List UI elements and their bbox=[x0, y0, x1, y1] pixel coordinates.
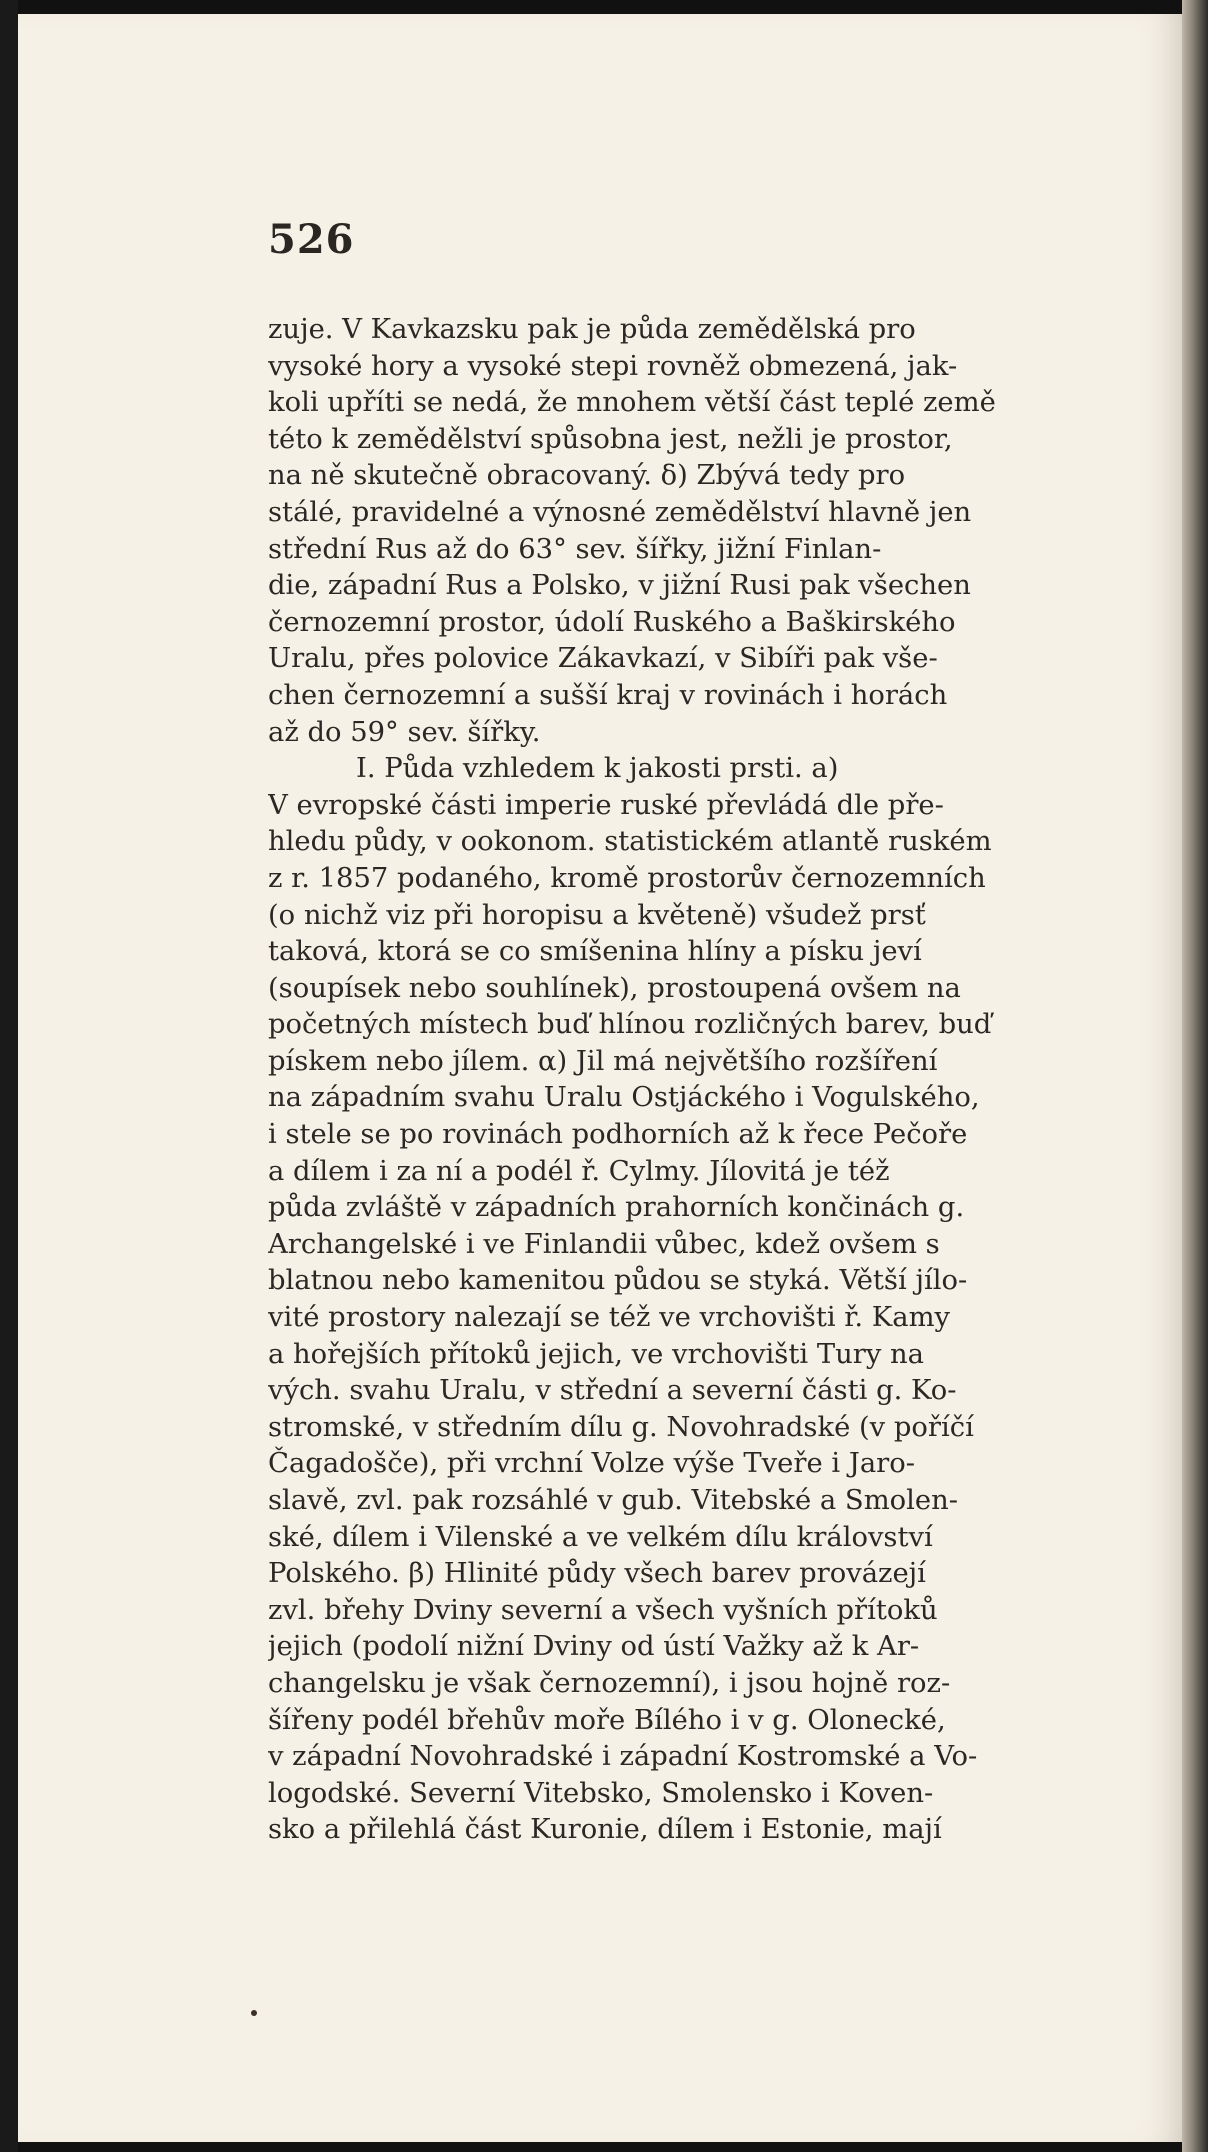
ink-speck bbox=[251, 2010, 257, 2016]
text-line: Čagadošče), při vrchní Volze výše Tveře i Jaro- bbox=[268, 1448, 915, 1480]
body-text bbox=[268, 312, 1096, 1849]
text-line: hledu půdy, v ookonom. statistickém atlantě ruském bbox=[268, 826, 992, 858]
text-line: blatnou nebo kamenitou půdou se styká. Větší jílo- bbox=[268, 1265, 968, 1297]
text-line: a hořejších přítoků jejich, ve vrchovišti Tury na bbox=[268, 1338, 924, 1370]
text-line: pískem nebo jílem. α) Jil má největšího rozšíření bbox=[268, 1045, 938, 1077]
text-line: půda zvláště v západních prahorních končinách g. bbox=[268, 1192, 965, 1224]
page-number: 526 bbox=[268, 216, 355, 263]
text-line: slavě, zvl. pak rozsáhlé v gub. Vitebské a Smolen- bbox=[268, 1485, 959, 1516]
text-line: černozemní prostor, údolí Ruského a Baškirského bbox=[268, 606, 956, 638]
text-line: na západním svahu Uralu Ostjáckého i Vogulského, bbox=[268, 1082, 980, 1114]
text-line: zuje. V Kavkazsku pak je půda zemědělská pro bbox=[268, 314, 916, 345]
text-line: sko a přilehlá část Kuronie, dílem i Estonie, mají bbox=[268, 1814, 942, 1846]
scan-left-edge bbox=[0, 0, 18, 2152]
text-line: V evropské části imperie ruské převládá dle pře- bbox=[268, 789, 944, 821]
text-line: koli upříti se nedá, že mnohem větší část teplé země bbox=[268, 387, 996, 419]
text-line: stálé, pravidelné a výnosné zemědělství hlavně jen bbox=[268, 496, 972, 528]
text-line: Archangelské i ve Finlandii vůbec, kdež ovšem s bbox=[268, 1228, 940, 1260]
text-line: ské, dílem i Vilenské a ve velkém dílu království bbox=[268, 1521, 933, 1553]
text-line: stromské, v středním dílu g. Novohradské (v poříčí bbox=[268, 1411, 974, 1443]
text-line: die, západní Rus a Polsko, v jižní Rusi pak všechen bbox=[268, 570, 971, 602]
text-line: střední Rus až do 63° sev. šířky, jižní Finlan- bbox=[268, 533, 882, 565]
text-line: vité prostory nalezají se též ve vrchovišti ř. Kamy bbox=[268, 1302, 951, 1334]
text-line: vých. svahu Uralu, v střední a severní části g. Ko- bbox=[268, 1375, 957, 1407]
text-line: taková, ktorá se co smíšenina hlíny a písku jeví bbox=[268, 936, 922, 968]
text-line: z r. 1857 podaného, kromě prostorův černozemních bbox=[268, 862, 986, 894]
text-line: zvl. břehy Dviny severní a všech vyšních přítoků bbox=[268, 1594, 938, 1626]
text-line: šířeny podél břehův moře Bílého i v g. Olonecké, bbox=[268, 1704, 946, 1736]
scan-right-edge bbox=[1182, 0, 1208, 2152]
text-line: chen černozemní a sušší kraj v rovinách i horách bbox=[268, 679, 948, 711]
text-line: changelsku je však černozemní), i jsou hojně roz- bbox=[268, 1667, 951, 1699]
section-heading-line: I. Půda vzhledem k jakosti prsti. a) bbox=[356, 753, 839, 785]
text-line: logodské. Severní Vitebsko, Smolensko i Koven- bbox=[268, 1777, 934, 1809]
text-line: této k zemědělství spůsobna jest, nežli je prostor, bbox=[268, 423, 953, 455]
text-line: Uralu, přes polovice Zákavkazí, v Sibíři pak vše- bbox=[268, 643, 938, 675]
text-line: (soupísek nebo souhlínek), prostoupená ovšem na bbox=[268, 972, 961, 1004]
text-line: vysoké hory a vysoké stepi rovněž obmezená, jak- bbox=[268, 350, 958, 382]
text-line: (o nichž viz při horopisu a květeně) všudež prsť bbox=[268, 899, 926, 931]
text-line: početných místech buď hlínou rozličných barev, buď bbox=[268, 1009, 992, 1041]
text-line: a dílem i za ní a podél ř. Cylmy. Jílovitá je též bbox=[268, 1155, 890, 1187]
text-line: Polského. β) Hlinité půdy všech barev provázejí bbox=[268, 1558, 926, 1590]
text-line: i stele se po rovinách podhorních až k řece Pečoře bbox=[268, 1119, 968, 1151]
text-line: v západní Novohradské i západní Kostromské a Vo- bbox=[268, 1741, 978, 1773]
text-line: jejich (podolí nižní Dviny od ústí Važky až k Ar- bbox=[268, 1631, 920, 1663]
text-line: až do 59° sev. šířky. bbox=[268, 716, 541, 748]
text-line: na ně skutečně obracovaný. δ) Zbývá tedy pro bbox=[268, 460, 906, 492]
